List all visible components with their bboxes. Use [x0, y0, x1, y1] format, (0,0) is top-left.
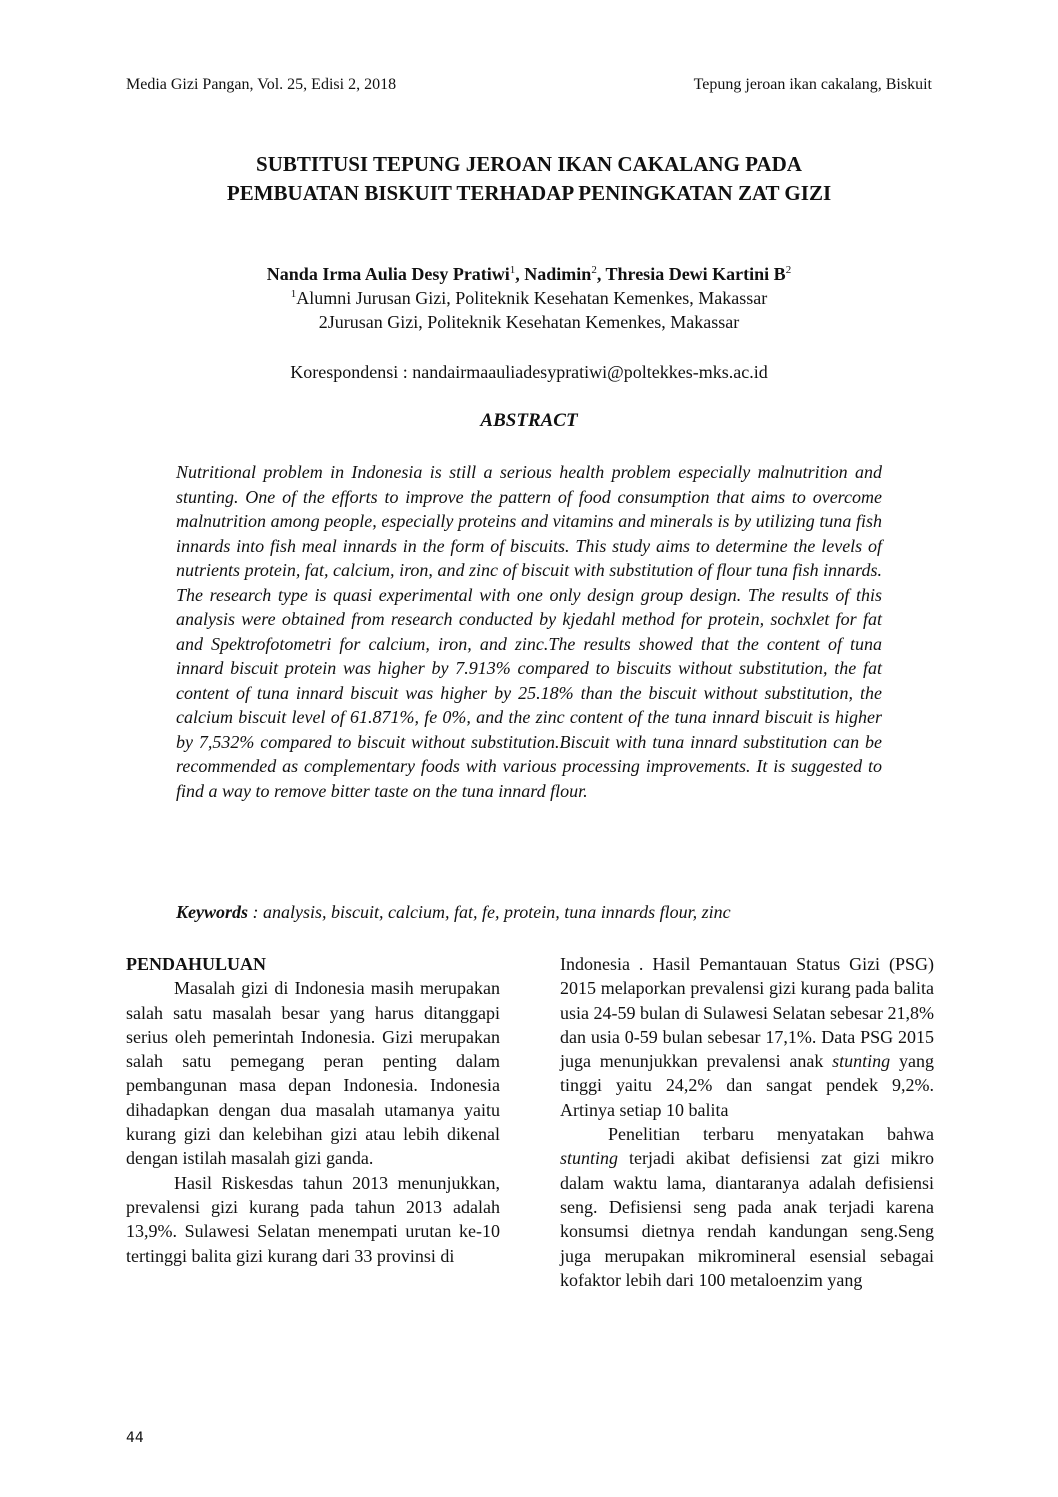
section-heading: PENDAHULUAN	[126, 954, 267, 974]
author-1-affil-mark: 1	[509, 264, 516, 276]
author-names	[126, 262, 932, 286]
running-topic: Tepung jeroan ikan cakalang, Biskuit	[693, 76, 932, 93]
running-header	[126, 76, 932, 94]
affiliation-1-text: Alumni Jurusan Gizi, Politeknik Kesehatan Kemenkes, Makassar	[296, 288, 768, 308]
author-1: Nanda Irma Aulia Desy Pratiwi	[266, 264, 510, 284]
title-line-1: SUBTITUSI TEPUNG JEROAN IKAN CAKALANG PADA	[256, 152, 802, 176]
left-column	[126, 952, 500, 1268]
paragraph-3-emphasis: stunting	[832, 1051, 891, 1072]
paragraph-1: Masalah gizi di Indonesia masih merupakan salah satu masalah besar yang harus ditanggapi serius oleh pemerintah Indonesia. Gizi merupakan salah satu pemegang peran penting dalam pembangunan masa depan Indonesia. Indonesia dihadapkan dengan dua masalah utamanya yaitu kurang gizi dan kelebihan gizi atau lebih dikenal dengan istilah masalah gizi ganda.	[126, 978, 500, 1169]
author-2: Nadimin	[524, 264, 592, 284]
paragraph-4-emphasis: stunting	[560, 1148, 619, 1169]
paper-title	[126, 150, 932, 208]
paragraph-4-part-1: Penelitian terbaru menyatakan bahwa	[608, 1124, 934, 1145]
author-block	[126, 262, 932, 334]
author-2-affil-mark: 2	[591, 264, 597, 276]
affiliation-1	[126, 286, 932, 310]
journal-name: Media Gizi Pangan, Vol. 25, Edisi 2, 2018	[126, 76, 397, 93]
paragraph-3	[560, 952, 934, 1122]
right-column	[560, 952, 934, 1292]
title-line-2: PEMBUATAN BISKUIT TERHADAP PENINGKATAN ZAT GIZI	[226, 181, 832, 205]
author-3-affil-mark: 2	[785, 264, 792, 276]
paragraph-2: Hasil Riskesdas tahun 2013 menunjukkan, prevalensi gizi kurang pada tahun 2013 adalah 13,9%. Sulawesi Selatan menempati urutan ke-10 tertinggi balita gizi kurang dari 33 provinsi di	[126, 1172, 500, 1266]
paragraph-3-part-2: yang tinggi yaitu 24,2% dan sangat pendek 9,2%. Artinya setiap 10 balita	[560, 1051, 934, 1120]
affiliation-2: 2Jurusan Gizi, Politeknik Kesehatan Kemenkes, Makassar	[318, 312, 740, 332]
affiliation-1-mark: 1	[290, 288, 297, 300]
paragraph-4-part-2: terjadi akibat defisiensi zat gizi mikro dalam waktu lama, diantaranya adalah defisiensi seng. Defisiensi seng pada anak terjadi karena konsumsi dietnya rendah kandungan seng.Seng juga merupakan mikromineral esensial sebagai kofaktor lebih dari 100 metaloenzim yang	[560, 1148, 934, 1290]
author-3: Thresia Dewi Kartini B	[605, 264, 786, 284]
author-separator: ,	[515, 264, 525, 284]
paragraph-3-part-1: Indonesia . Hasil Pemantauan Status Gizi (PSG) 2015 melaporkan prevalensi gizi kurang pada balita usia 24-59 bulan di Sulawesi Selatan sebesar 21,8% dan usia 0-59 bulan sebesar 17,1%. Data PSG 2015 juga menunjukkan prevalensi anak	[560, 954, 934, 1072]
author-separator: ,	[596, 264, 606, 284]
keywords-label: Keywords	[176, 902, 248, 922]
correspondence: Korespondensi : nandairmaauliadesypratiwi@poltekkes-mks.ac.id	[290, 362, 768, 382]
abstract-heading: ABSTRACT	[480, 410, 578, 431]
paragraph-4	[560, 1122, 934, 1292]
page-number: 44	[126, 1430, 144, 1446]
keywords	[176, 902, 882, 923]
keywords-list: : analysis, biscuit, calcium, fat, fe, protein, tuna innards flour, zinc	[248, 902, 731, 922]
abstract-text: Nutritional problem in Indonesia is still a serious health problem especially malnutrition and stunting. One of the efforts to improve the pattern of food consumption that aims to overcome malnutrition among people, especially proteins and vitamins and minerals is by utilizing tuna fish innards into fish meal innards in the form of biscuits. This study aims to determine the levels of nutrients protein, fat, calcium, iron, and zinc of biscuit with substitution of flour tuna fish innards. The research type is quasi experimental with one only design group design. The results of this analysis were obtained from research conducted by kjedahl method for protein, sochxlet for fat and Spektrofotometri for calcium, iron, and zinc.The results showed that the content of tuna innard biscuit protein was higher by 7.913% compared to biscuits without substitution, the fat content of tuna innard biscuit was higher by 25.18% than the biscuit without substitution, the calcium biscuit level of 61.871%, fe 0%, and the zinc content of the tuna innard biscuit is higher by 7,532% compared to biscuit without substitution.Biscuit with tuna innard substitution can be recommended as complementary foods with various processing improvements. It is suggested to find a way to remove bitter taste on the tuna innard flour.	[176, 462, 882, 801]
